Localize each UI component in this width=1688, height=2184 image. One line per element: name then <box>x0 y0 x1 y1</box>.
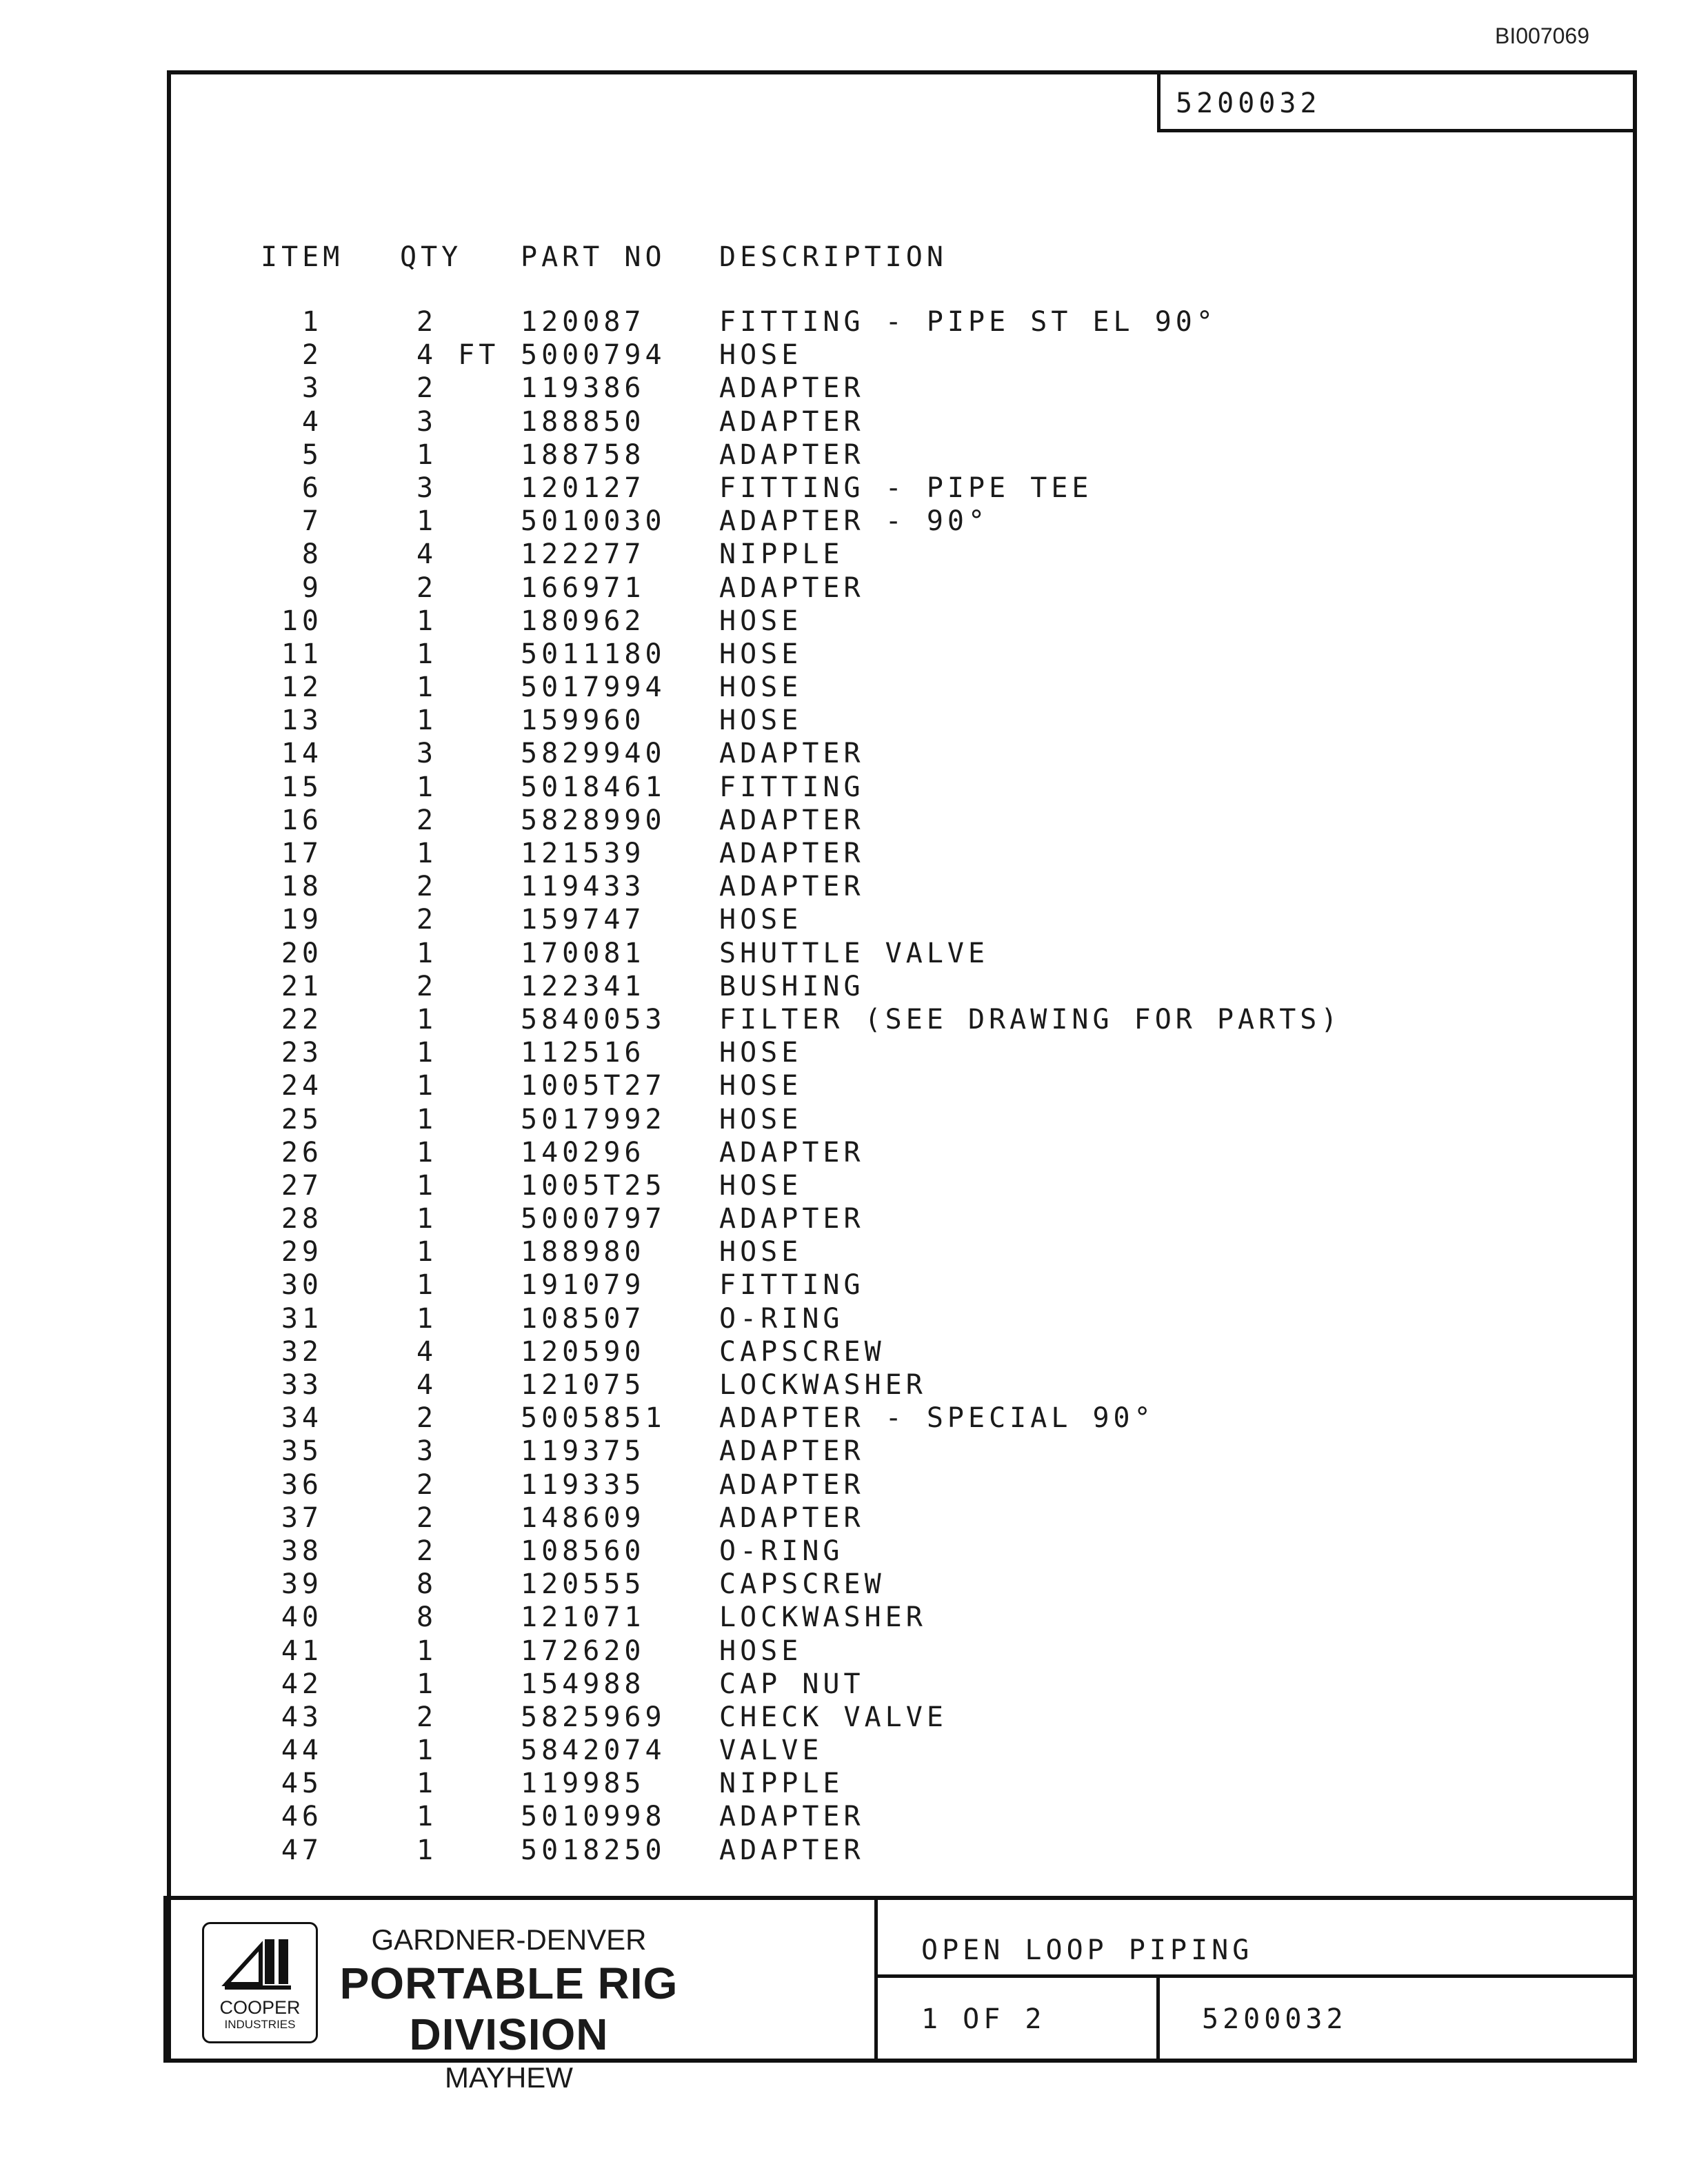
item-number: 28 <box>281 1203 323 1235</box>
description: ADAPTER <box>719 438 865 471</box>
quantity: 1 <box>416 1635 438 1667</box>
title-block-divider <box>1156 1974 1160 2059</box>
quantity: 2 <box>416 1468 438 1501</box>
table-row <box>0 1502 1688 1535</box>
table-row <box>0 1070 1688 1103</box>
quantity: 8 <box>416 1601 438 1634</box>
part-number: 5010030 <box>521 505 666 538</box>
header-item: ITEM <box>261 241 344 273</box>
quantity: 3 <box>416 405 438 438</box>
title-block-divider <box>874 1900 878 2059</box>
table-row <box>0 871 1688 904</box>
description: CHECK VALVE <box>719 1701 947 1733</box>
description: ADAPTER <box>719 405 865 438</box>
table-row <box>0 805 1688 838</box>
document-id: BI007069 <box>1495 23 1590 48</box>
quantity: 2 <box>416 804 438 836</box>
quantity: 1 <box>416 638 438 670</box>
item-number: 33 <box>281 1369 323 1401</box>
part-number: 121071 <box>521 1601 645 1634</box>
item-number: 40 <box>281 1601 323 1634</box>
item-number: 38 <box>281 1535 323 1567</box>
part-number: 5018461 <box>521 771 666 803</box>
description: HOSE <box>719 638 803 670</box>
table-row <box>0 505 1688 538</box>
description: ADAPTER <box>719 1435 865 1468</box>
company-line3: MAYHEW <box>445 2061 573 2094</box>
description: HOSE <box>719 1103 803 1135</box>
description: ADAPTER <box>719 1468 865 1501</box>
table-row <box>0 1668 1688 1701</box>
table-row <box>0 1768 1688 1801</box>
item-number: 5 <box>301 438 323 471</box>
item-number: 29 <box>281 1236 323 1268</box>
part-number: 1005T25 <box>521 1169 666 1202</box>
part-number: 5829940 <box>521 738 666 770</box>
part-number: 112516 <box>521 1037 645 1069</box>
company-name-block <box>333 1900 685 2094</box>
quantity: 8 <box>416 1568 438 1601</box>
quantity: 1 <box>416 1834 438 1866</box>
table-row <box>0 1004 1688 1037</box>
item-number: 7 <box>301 505 323 538</box>
table-row <box>0 1469 1688 1502</box>
part-number: 5017994 <box>521 671 666 704</box>
part-number: 188980 <box>521 1236 645 1268</box>
description: NIPPLE <box>719 1768 844 1800</box>
description: FITTING <box>719 1269 865 1302</box>
description: HOSE <box>719 671 803 704</box>
quantity: 4 <box>416 538 438 571</box>
item-number: 24 <box>281 1070 323 1102</box>
quantity: 2 <box>416 1502 438 1534</box>
table-row <box>0 1269 1688 1302</box>
company-line1: GARDNER-DENVER <box>371 1923 647 1956</box>
item-number: 42 <box>281 1668 323 1700</box>
part-number: 5018250 <box>521 1834 666 1866</box>
quantity: 1 <box>416 1003 438 1035</box>
part-number: 180962 <box>521 605 645 637</box>
item-number: 44 <box>281 1735 323 1767</box>
part-number: 5005851 <box>521 1402 666 1435</box>
item-number: 3 <box>301 372 323 405</box>
quantity: 2 <box>416 372 438 405</box>
part-number: 5000797 <box>521 1203 666 1235</box>
part-number: 172620 <box>521 1635 645 1667</box>
item-number: 32 <box>281 1335 323 1368</box>
quantity: 4 FT <box>416 339 500 372</box>
item-number: 23 <box>281 1037 323 1069</box>
quantity: 1 <box>416 1103 438 1135</box>
item-number: 36 <box>281 1468 323 1501</box>
item-number: 21 <box>281 970 323 1002</box>
quantity: 1 <box>416 1735 438 1767</box>
item-number: 9 <box>301 572 323 604</box>
table-row <box>0 771 1688 805</box>
part-number: 108507 <box>521 1302 645 1335</box>
quantity: 1 <box>416 1269 438 1302</box>
description: FITTING - PIPE TEE <box>719 472 1093 504</box>
part-number: 5842074 <box>521 1735 666 1767</box>
item-number: 11 <box>281 638 323 670</box>
quantity: 1 <box>416 1203 438 1235</box>
item-number: 18 <box>281 871 323 903</box>
quantity: 1 <box>416 438 438 471</box>
description: ADAPTER <box>719 572 865 604</box>
quantity: 3 <box>416 738 438 770</box>
table-row <box>0 1801 1688 1834</box>
part-number: 191079 <box>521 1269 645 1302</box>
description: ADAPTER - 90° <box>719 505 989 538</box>
part-number: 140296 <box>521 1136 645 1169</box>
part-number: 119386 <box>521 372 645 405</box>
part-number: 122341 <box>521 970 645 1002</box>
quantity: 3 <box>416 1435 438 1468</box>
table-row <box>0 1137 1688 1170</box>
top-drawing-number: 5200032 <box>1176 88 1321 119</box>
header-description: DESCRIPTION <box>719 241 947 273</box>
item-number: 37 <box>281 1502 323 1534</box>
cooper-logo-icon <box>219 1932 302 1994</box>
item-number: 12 <box>281 671 323 704</box>
description: CAPSCREW <box>719 1568 885 1601</box>
table-row <box>0 1535 1688 1568</box>
part-number: 5825969 <box>521 1701 666 1733</box>
description: HOSE <box>719 1070 803 1102</box>
part-number: 5017992 <box>521 1103 666 1135</box>
description: CAP NUT <box>719 1668 865 1700</box>
quantity: 1 <box>416 838 438 869</box>
item-number: 13 <box>281 705 323 737</box>
description: HOSE <box>719 1169 803 1202</box>
quantity: 1 <box>416 671 438 704</box>
table-row <box>0 738 1688 771</box>
item-number: 46 <box>281 1801 323 1833</box>
quantity: 1 <box>416 1136 438 1169</box>
item-number: 16 <box>281 804 323 836</box>
description: SHUTTLE VALVE <box>719 937 989 969</box>
part-number: 5828990 <box>521 804 666 836</box>
description: ADAPTER <box>719 738 865 770</box>
quantity: 1 <box>416 1801 438 1833</box>
quantity: 2 <box>416 904 438 936</box>
table-row <box>0 339 1688 372</box>
part-number: 159960 <box>521 705 645 737</box>
item-number: 6 <box>301 472 323 504</box>
part-number: 121075 <box>521 1369 645 1401</box>
item-number: 4 <box>301 405 323 438</box>
table-row <box>0 1170 1688 1203</box>
description: HOSE <box>719 904 803 936</box>
description: HOSE <box>719 1037 803 1069</box>
description: HOSE <box>719 1236 803 1268</box>
item-number: 45 <box>281 1768 323 1800</box>
description: ADAPTER <box>719 804 865 836</box>
part-number: 5011180 <box>521 638 666 670</box>
description: FITTING <box>719 771 865 803</box>
title-block-divider <box>874 1974 1633 1978</box>
table-row <box>0 1601 1688 1635</box>
description: ADAPTER <box>719 838 865 869</box>
quantity: 1 <box>416 1236 438 1268</box>
part-number: 5010998 <box>521 1801 666 1833</box>
quantity: 2 <box>416 1402 438 1435</box>
table-row <box>0 971 1688 1004</box>
part-number: 159747 <box>521 904 645 936</box>
sheet-number: 1 OF 2 <box>921 2003 1046 2035</box>
item-number: 14 <box>281 738 323 770</box>
description: HOSE <box>719 1635 803 1667</box>
item-number: 15 <box>281 771 323 803</box>
description: HOSE <box>719 605 803 637</box>
table-row <box>0 1303 1688 1336</box>
item-number: 43 <box>281 1701 323 1733</box>
quantity: 1 <box>416 1070 438 1102</box>
description: FILTER (SEE DRAWING FOR PARTS) <box>719 1003 1342 1035</box>
part-number: 108560 <box>521 1535 645 1567</box>
description: HOSE <box>719 339 803 372</box>
title-block <box>163 1896 1637 2094</box>
item-number: 35 <box>281 1435 323 1468</box>
table-row <box>0 904 1688 937</box>
quantity: 4 <box>416 1335 438 1368</box>
item-number: 31 <box>281 1302 323 1335</box>
description: ADAPTER <box>719 1203 865 1235</box>
logo-text-cooper: COOPER <box>219 1997 301 2018</box>
description: ADAPTER <box>719 1502 865 1534</box>
part-number: 121539 <box>521 838 645 869</box>
table-row <box>0 1037 1688 1070</box>
part-number: 188758 <box>521 438 645 471</box>
item-number: 27 <box>281 1169 323 1202</box>
table-row <box>0 1104 1688 1137</box>
quantity: 2 <box>416 871 438 903</box>
quantity: 4 <box>416 1369 438 1401</box>
quantity: 1 <box>416 1169 438 1202</box>
quantity: 2 <box>416 306 438 338</box>
table-row <box>0 1402 1688 1435</box>
table-row <box>0 1336 1688 1369</box>
drawing-number: 5200032 <box>1202 2003 1347 2035</box>
description: LOCKWASHER <box>719 1601 927 1634</box>
table-row <box>0 638 1688 671</box>
quantity: 1 <box>416 1768 438 1800</box>
item-number: 20 <box>281 937 323 969</box>
table-row <box>0 1203 1688 1236</box>
table-row <box>0 605 1688 638</box>
table-row <box>0 1568 1688 1601</box>
description: ADAPTER <box>719 1834 865 1866</box>
part-number: 119335 <box>521 1468 645 1501</box>
table-row <box>0 1369 1688 1402</box>
table-row <box>0 1435 1688 1468</box>
table-row <box>0 1236 1688 1269</box>
table-row <box>0 938 1688 971</box>
item-number: 10 <box>281 605 323 637</box>
drawing-title: OPEN LOOP PIPING <box>921 1934 1254 1966</box>
part-number: 119433 <box>521 871 645 903</box>
table-row <box>0 1701 1688 1735</box>
table-row <box>0 306 1688 339</box>
item-number: 39 <box>281 1568 323 1601</box>
table-row <box>0 671 1688 705</box>
quantity: 1 <box>416 1302 438 1335</box>
part-number: 154988 <box>521 1668 645 1700</box>
description: O-RING <box>719 1302 844 1335</box>
item-number: 25 <box>281 1103 323 1135</box>
part-number: 122277 <box>521 538 645 571</box>
description: FITTING - PIPE ST EL 90° <box>719 306 1217 338</box>
header-part-no: PART NO <box>521 241 666 273</box>
item-number: 1 <box>301 306 323 338</box>
table-row <box>0 572 1688 605</box>
description: VALVE <box>719 1735 823 1767</box>
part-number: 120590 <box>521 1335 645 1368</box>
parts-list <box>0 306 1688 1868</box>
item-number: 2 <box>301 339 323 372</box>
quantity: 2 <box>416 1701 438 1733</box>
quantity: 2 <box>416 970 438 1002</box>
table-row <box>0 705 1688 738</box>
quantity: 1 <box>416 937 438 969</box>
part-number: 120087 <box>521 306 645 338</box>
quantity: 1 <box>416 1668 438 1700</box>
description: ADAPTER <box>719 372 865 405</box>
description: CAPSCREW <box>719 1335 885 1368</box>
item-number: 41 <box>281 1635 323 1667</box>
item-number: 47 <box>281 1834 323 1866</box>
item-number: 19 <box>281 904 323 936</box>
part-number: 166971 <box>521 572 645 604</box>
item-number: 34 <box>281 1402 323 1435</box>
item-number: 30 <box>281 1269 323 1302</box>
part-number: 5840053 <box>521 1003 666 1035</box>
part-number: 170081 <box>521 937 645 969</box>
item-number: 22 <box>281 1003 323 1035</box>
part-number: 188850 <box>521 405 645 438</box>
top-drawing-number-box <box>1157 70 1637 132</box>
quantity: 1 <box>416 505 438 538</box>
part-number: 1005T27 <box>521 1070 666 1102</box>
table-row <box>0 472 1688 505</box>
description: LOCKWASHER <box>719 1369 927 1401</box>
company-line2: PORTABLE RIG DIVISION <box>339 1959 679 2059</box>
table-row <box>0 1834 1688 1868</box>
table-row <box>0 838 1688 871</box>
table-row <box>0 372 1688 405</box>
description: ADAPTER <box>719 1136 865 1169</box>
part-number: 119375 <box>521 1435 645 1468</box>
quantity: 2 <box>416 1535 438 1567</box>
description: O-RING <box>719 1535 844 1567</box>
header-qty: QTY <box>400 241 463 273</box>
description: ADAPTER <box>719 1801 865 1833</box>
description: HOSE <box>719 705 803 737</box>
part-number: 5000794 <box>521 339 666 372</box>
quantity: 2 <box>416 572 438 604</box>
logo-text-industries: INDUSTRIES <box>224 2018 296 2031</box>
description: NIPPLE <box>719 538 844 571</box>
quantity: 1 <box>416 705 438 737</box>
quantity: 1 <box>416 771 438 803</box>
part-number: 120127 <box>521 472 645 504</box>
part-number: 119985 <box>521 1768 645 1800</box>
table-row <box>0 439 1688 472</box>
table-row <box>0 1635 1688 1668</box>
part-number: 148609 <box>521 1502 645 1534</box>
item-number: 17 <box>281 838 323 869</box>
description: BUSHING <box>719 970 865 1002</box>
quantity: 1 <box>416 605 438 637</box>
table-row <box>0 1735 1688 1768</box>
description: ADAPTER - SPECIAL 90° <box>719 1402 1155 1435</box>
quantity: 1 <box>416 1037 438 1069</box>
table-row <box>0 406 1688 439</box>
item-number: 26 <box>281 1136 323 1169</box>
quantity: 3 <box>416 472 438 504</box>
part-number: 120555 <box>521 1568 645 1601</box>
description: ADAPTER <box>719 871 865 903</box>
cooper-logo <box>202 1922 318 2043</box>
item-number: 8 <box>301 538 323 571</box>
table-row <box>0 538 1688 572</box>
